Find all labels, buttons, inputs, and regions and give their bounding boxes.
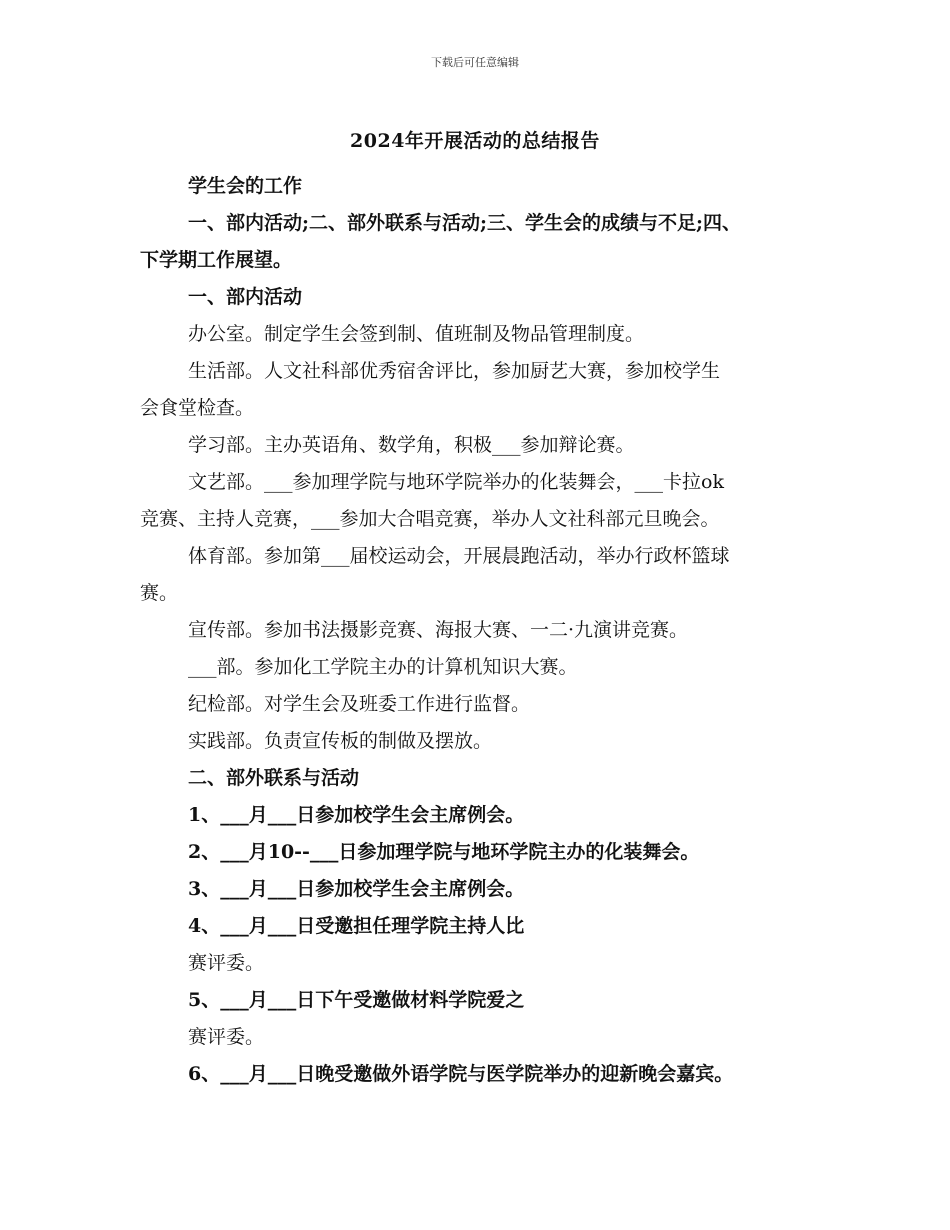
document-body bbox=[140, 168, 820, 1093]
list-item: 5、___月___日下午受邀做材料学院爱之 bbox=[188, 989, 525, 1011]
document-title: 2024年开展活动的总结报告 bbox=[350, 130, 600, 152]
paragraph-office: 办公室。制定学生会签到制、值班制及物品管理制度。 bbox=[188, 323, 645, 345]
paragraph-life-dept-continued: 会食堂检查。 bbox=[140, 397, 255, 419]
outline-line: 一、部内活动;二、部外联系与活动;三、学生会的成绩与不足;四、 bbox=[188, 212, 742, 234]
paragraph-sports-dept-continued: 赛。 bbox=[140, 582, 179, 604]
paragraph-study-dept: 学习部。主办英语角、数学角，积极___参加辩论赛。 bbox=[188, 434, 635, 456]
paragraph-discipline-dept: 纪检部。对学生会及班委工作进行监督。 bbox=[188, 693, 531, 715]
outline-line-continued: 下学期工作展望。 bbox=[140, 249, 293, 271]
paragraph-arts-dept: 文艺部。___参加理学院与地环学院举办的化装舞会，___卡拉ok bbox=[188, 471, 724, 493]
paragraph-publicity-dept: 宣传部。参加书法摄影竞赛、海报大赛、一二·九演讲竞赛。 bbox=[188, 619, 689, 641]
section-heading-external-activities: 二、部外联系与活动 bbox=[188, 767, 360, 789]
list-item: 3、___月___日参加校学生会主席例会。 bbox=[188, 878, 525, 900]
list-item: 2、___月10--___日参加理学院与地环学院主办的化装舞会。 bbox=[188, 841, 700, 863]
paragraph-blank-dept: ___部。参加化工学院主办的计算机知识大赛。 bbox=[188, 656, 578, 678]
page-header-note: 下载后可任意编辑 bbox=[431, 56, 519, 69]
list-item-continued: 赛评委。 bbox=[188, 1026, 265, 1048]
list-item: 4、___月___日受邀担任理学院主持人比 bbox=[188, 915, 525, 937]
paragraph-life-dept: 生活部。人文社科部优秀宿舍评比，参加厨艺大赛，参加校学生 bbox=[188, 360, 721, 382]
section-heading-student-union: 学生会的工作 bbox=[188, 175, 303, 197]
list-item: 1、___月___日参加校学生会主席例会。 bbox=[188, 804, 525, 826]
paragraph-practice-dept: 实践部。负责宣传板的制做及摆放。 bbox=[188, 730, 493, 752]
list-item: 6、___月___日晚受邀做外语学院与医学院举办的迎新晚会嘉宾。 bbox=[188, 1063, 734, 1085]
paragraph-sports-dept: 体育部。参加第___届校运动会，开展晨跑活动，举办行政杯篮球 bbox=[188, 545, 730, 567]
paragraph-arts-dept-continued: 竞赛、主持人竞赛，___参加大合唱竞赛，举办人文社科部元旦晚会。 bbox=[140, 508, 720, 530]
section-heading-internal-activities: 一、部内活动 bbox=[188, 286, 303, 308]
list-item-continued: 赛评委。 bbox=[188, 952, 265, 974]
